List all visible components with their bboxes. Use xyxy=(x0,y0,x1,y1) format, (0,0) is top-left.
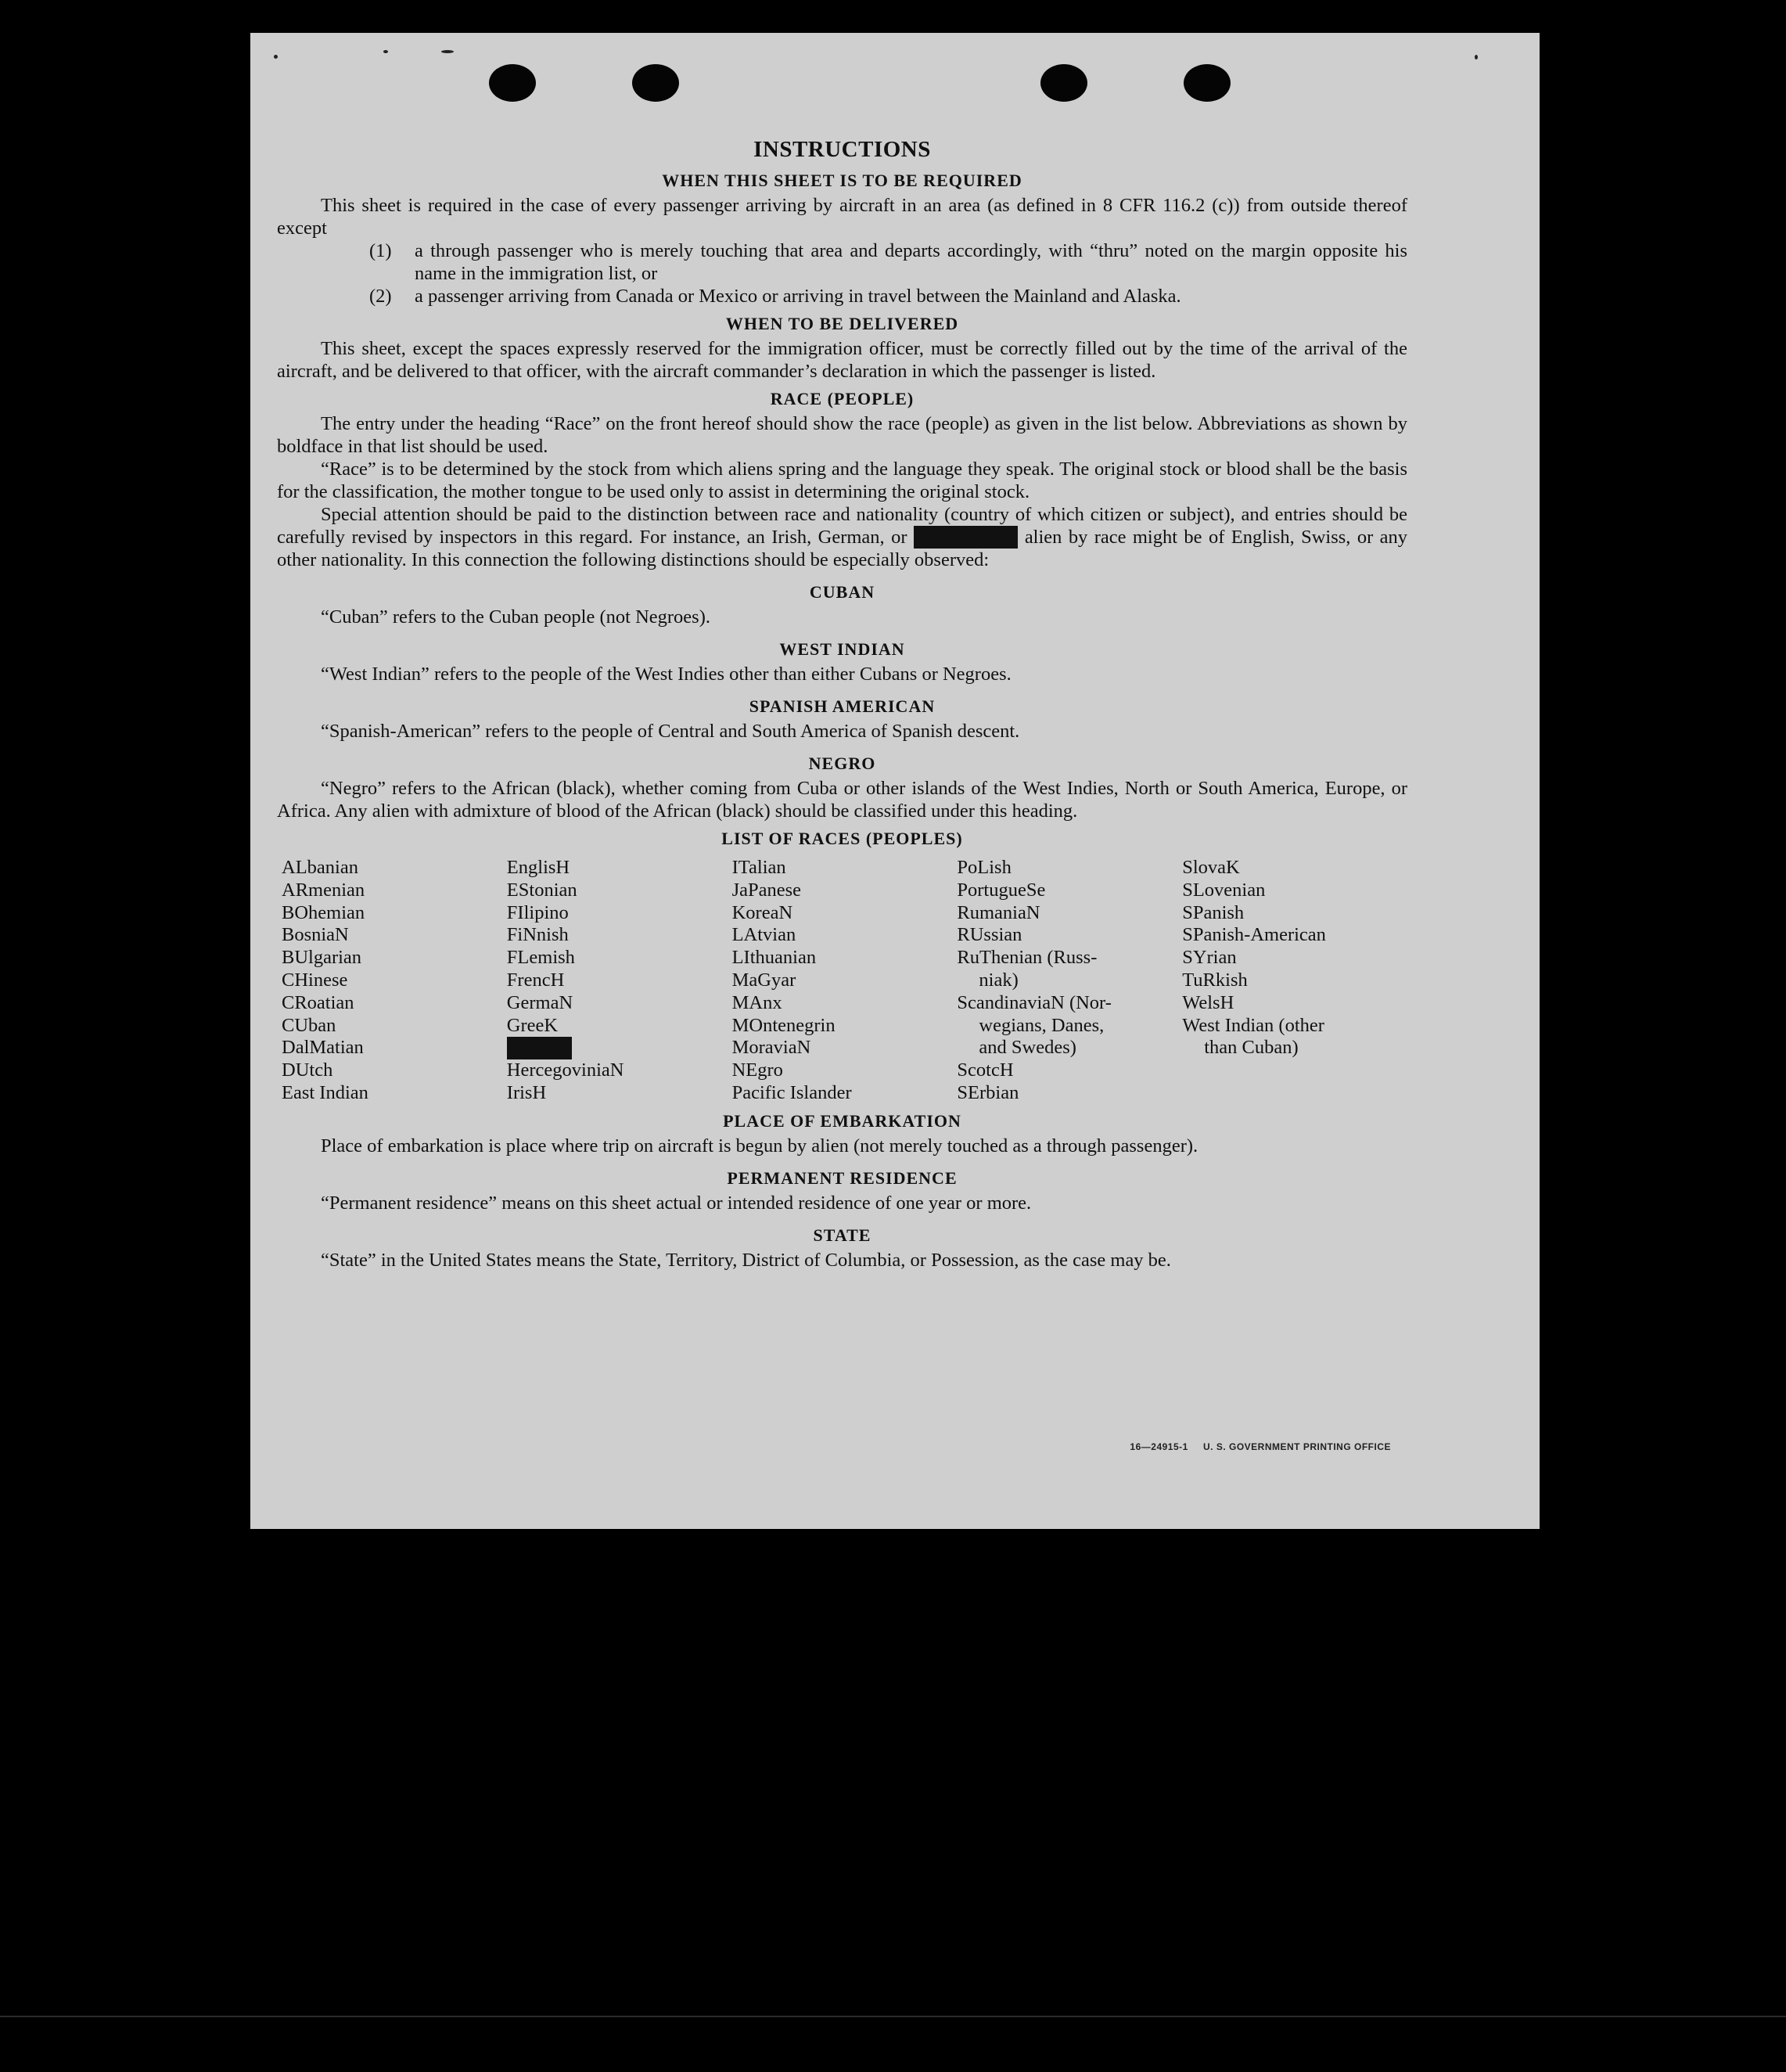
race-entry: than Cuban) xyxy=(1204,1037,1299,1059)
race-column xyxy=(507,857,732,1105)
item-number: (1) xyxy=(369,240,392,261)
item-text: a passenger arriving from Canada or Mexico or arriving in travel between the Mainland and Alaska. xyxy=(415,286,1181,307)
paragraph: “Spanish-American” refers to the people of Central and South America of Spanish descent. xyxy=(321,721,1020,742)
punch-hole xyxy=(1040,64,1087,102)
paragraph xyxy=(277,503,1407,571)
race-entry: ScotcH xyxy=(957,1059,1014,1081)
race-entry-redacted xyxy=(507,1037,732,1059)
race-entry: PortugueSe xyxy=(957,879,1046,901)
section-heading: RACE (PEOPLE) xyxy=(770,389,915,408)
race-entry: PoLish xyxy=(957,857,1012,878)
race-entry: ITalian xyxy=(731,857,786,878)
race-entry: and Swedes) xyxy=(979,1037,1076,1059)
race-entry: KoreaN xyxy=(731,901,793,923)
section-heading: LIST OF RACES (PEOPLES) xyxy=(721,829,963,848)
race-entry: East Indian xyxy=(282,1081,368,1103)
race-entry: DalMatian xyxy=(282,1037,364,1059)
race-column xyxy=(732,857,958,1105)
race-entry: RumaniaN xyxy=(957,901,1040,923)
punch-hole xyxy=(489,64,536,102)
race-column xyxy=(282,857,507,1105)
race-entry: GreeK xyxy=(506,1014,559,1036)
paragraph: “Race” is to be determined by the stock from which aliens spring and the language they speak. The original stock or blood shall be the basis for the classification, the mother tongue to be used only to assist in determining the original stock. xyxy=(277,459,1407,502)
dust-speck xyxy=(383,50,388,53)
race-entry: FiNnish xyxy=(506,924,569,946)
race-list xyxy=(282,857,1407,1105)
race-entry: ARmenian xyxy=(282,879,365,901)
paragraph: “West Indian” refers to the people of the West Indies other than either Cubans or Negroes. xyxy=(321,664,1012,685)
race-entry: DUtch xyxy=(282,1059,333,1081)
redacted-word xyxy=(507,1037,572,1059)
race-entry: WelsH xyxy=(1182,991,1234,1013)
race-column xyxy=(1182,857,1407,1105)
paragraph: Place of embarkation is place where trip on aircraft is begun by alien (not merely touched as a through passenger). xyxy=(321,1135,1198,1157)
page-title: INSTRUCTIONS xyxy=(753,137,931,162)
section-heading: PERMANENT RESIDENCE xyxy=(727,1167,958,1188)
race-entry: FLemish xyxy=(506,947,575,969)
race-entry: SLovenian xyxy=(1182,879,1266,901)
dust-speck xyxy=(274,55,278,59)
race-entry: RuThenian (Russ- xyxy=(957,947,1098,969)
paragraph: “State” in the United States means the State, Territory, District of Columbia, or Possession, as the case may be. xyxy=(321,1249,1171,1271)
list-item xyxy=(277,285,1407,308)
race-entry: niak) xyxy=(979,969,1019,991)
scan-edge-line xyxy=(0,2016,1786,2017)
list-item xyxy=(277,239,1407,285)
race-entry: GermaN xyxy=(506,991,573,1013)
punch-hole xyxy=(1184,64,1231,102)
instructions-body xyxy=(277,137,1407,1272)
race-entry: CHinese xyxy=(282,969,348,991)
race-entry: EnglisH xyxy=(506,857,570,878)
race-entry: HercegoviniaN xyxy=(506,1059,624,1081)
paragraph: This sheet is required in the case of every passenger arriving by aircraft in an area (as defined in 8 CFR 116.2 (c)) from outside thereof except xyxy=(277,195,1407,239)
punch-hole xyxy=(632,64,679,102)
race-entry: SYrian xyxy=(1182,947,1237,969)
section-heading: CUBAN xyxy=(809,582,875,602)
race-entry: BUlgarian xyxy=(282,947,362,969)
paragraph-text: Special attention should be paid to the distinction between race and nationality (country of which citizen or subject), and entries should be carefully revised by inspectors in this regard. For instance, an Irish, German, or xyxy=(277,504,1407,548)
race-entry: LAtvian xyxy=(731,924,796,946)
section-heading: NEGRO xyxy=(808,754,876,773)
race-entry: BosniaN xyxy=(282,924,349,946)
race-entry: MOntenegrin xyxy=(731,1014,836,1036)
redacted-word xyxy=(914,526,1019,549)
form-number: 16—24915-1 xyxy=(1130,1441,1188,1452)
document-page xyxy=(250,33,1540,1529)
race-entry: MoraviaN xyxy=(731,1037,811,1059)
section-heading: WEST INDIAN xyxy=(779,639,905,659)
race-entry: FIlipino xyxy=(506,901,569,923)
race-entry: ALbanian xyxy=(282,857,358,878)
section-heading: SPANISH AMERICAN xyxy=(749,696,936,716)
paragraph-text: alien by race might be of English, Swiss, or any other nationality. In this connection the following distinctions should be especially observed: xyxy=(277,527,1407,570)
race-entry: West Indian (other xyxy=(1182,1014,1324,1036)
race-entry: wegians, Danes, xyxy=(979,1014,1105,1036)
race-entry: EStonian xyxy=(506,879,577,901)
race-entry: Pacific Islander xyxy=(731,1081,852,1103)
race-entry: RUssian xyxy=(957,924,1022,946)
paragraph: This sheet, except the spaces expressly reserved for the immigration officer, must be correctly filled out by the time of the arrival of the aircraft, and be delivered to that officer, with the aircraft commander’s declaration in which the passenger is listed. xyxy=(277,338,1407,382)
dust-speck xyxy=(441,50,454,53)
item-text: a through passenger who is merely touching that area and departs accordingly, with “thru” noted on the margin opposite his name in the immigration list, or xyxy=(415,240,1407,284)
paragraph: “Negro” refers to the African (black), whether coming from Cuba or other islands of the West Indies, North or South America, Europe, or Africa. Any alien with admixture of blood of the African (black) should be classified under this heading. xyxy=(277,778,1407,822)
dust-speck xyxy=(1475,55,1478,59)
race-column xyxy=(957,857,1182,1105)
race-entry: JaPanese xyxy=(731,879,802,901)
section-heading: STATE xyxy=(813,1225,871,1245)
race-entry: SlovaK xyxy=(1182,857,1240,878)
paragraph: “Permanent residence” means on this sheet actual or intended residence of one year or more. xyxy=(321,1192,1032,1214)
section-heading: WHEN TO BE DELIVERED xyxy=(725,314,959,333)
printer-imprint xyxy=(1130,1441,1391,1452)
race-entry: CRoatian xyxy=(282,991,354,1013)
section-heading: PLACE OF EMBARKATION xyxy=(723,1110,961,1131)
race-entry: NEgro xyxy=(731,1059,783,1081)
race-entry: ScandinaviaN (Nor- xyxy=(957,991,1112,1013)
race-entry: LIthuanian xyxy=(731,947,817,969)
race-entry: IrisH xyxy=(506,1081,547,1103)
race-entry: MaGyar xyxy=(731,969,796,991)
race-entry: SPanish-American xyxy=(1182,924,1326,946)
item-number: (2) xyxy=(369,286,392,307)
race-entry: TuRkish xyxy=(1182,969,1248,991)
paragraph: The entry under the heading “Race” on the front hereof should show the race (people) as given in the list below. Abbreviations as shown by boldface in that list should be used. xyxy=(277,413,1407,457)
race-entry: BOhemian xyxy=(282,901,365,923)
section-heading: WHEN THIS SHEET IS TO BE REQUIRED xyxy=(662,171,1022,190)
race-entry: MAnx xyxy=(731,991,782,1013)
printer-name: U. S. GOVERNMENT PRINTING OFFICE xyxy=(1202,1441,1391,1452)
race-entry: CUban xyxy=(282,1014,336,1036)
race-entry: FrencH xyxy=(506,969,565,991)
paragraph: “Cuban” refers to the Cuban people (not Negroes). xyxy=(321,606,710,628)
race-entry: SPanish xyxy=(1182,901,1245,923)
race-entry: SErbian xyxy=(957,1081,1019,1103)
